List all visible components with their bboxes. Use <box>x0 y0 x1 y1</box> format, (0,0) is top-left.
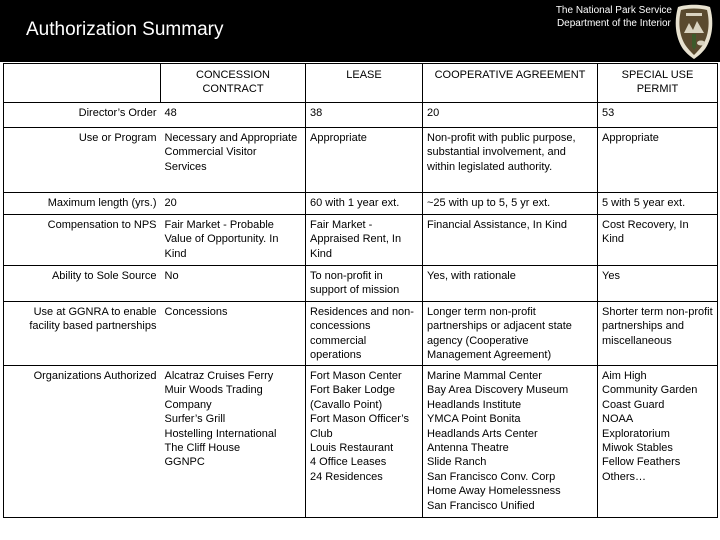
table-cell: 60 with 1 year ext. <box>306 193 423 215</box>
table-cell: Concessions <box>161 302 306 366</box>
list-item: Aim High <box>602 370 647 382</box>
table-cell <box>306 366 423 518</box>
agency-line-2: Department of the Interior <box>556 18 671 29</box>
table-row-use-or-program <box>4 128 718 193</box>
table-cell: Yes, with rationale <box>423 266 598 302</box>
list-item: Bay Area Discovery Museum <box>427 384 569 397</box>
table-cell: 53 <box>598 103 718 128</box>
list-item: Antenna Theatre <box>427 442 509 455</box>
table-cell: 48 <box>161 103 306 128</box>
list-item: GGNPC <box>164 456 205 469</box>
row-label: Director’s Order <box>4 103 161 128</box>
list-item: Fort Baker Lodge (Cavallo Point) <box>310 384 395 411</box>
list-item: Home Away Homelessness <box>427 485 561 498</box>
table-row-compensation <box>4 215 718 266</box>
column-header-lease: LEASE <box>306 64 423 103</box>
slide-title: Authorization Summary <box>26 19 224 40</box>
column-header-special-use-permit: SPECIAL USE PERMIT <box>598 64 718 103</box>
table-cell: Appropriate <box>306 128 423 193</box>
table-cell: Residences and non-concessions commercial operations <box>306 302 423 366</box>
table-row-sole-source <box>4 266 718 302</box>
list-item: NOAA <box>602 413 634 426</box>
list-item: San Francisco Conv. Corp <box>427 470 556 483</box>
list-item: Louis Restaurant <box>310 442 394 455</box>
agency-label <box>556 4 672 30</box>
table-header-row <box>4 64 718 103</box>
table-cell: Non-profit with public purpose, substantial involvement, and within legislated authority. <box>423 128 598 193</box>
table-cell: Fair Market - Appraised Rent, In Kind <box>306 215 423 266</box>
list-item: Exploratorium <box>602 427 670 440</box>
table-row-directors-order <box>4 103 718 128</box>
list-item: Headlands Arts Center <box>427 427 538 440</box>
row-label: Use at GGNRA to enable facility based partnerships <box>4 302 161 366</box>
list-item: Community Garden <box>602 384 698 397</box>
column-header-blank <box>4 64 161 103</box>
table-cell: Fair Market - Probable Value of Opportunity. In Kind <box>161 215 306 266</box>
list-item: Coast Guard <box>602 398 665 411</box>
table-cell: 20 <box>423 103 598 128</box>
list-item: Hostelling International <box>164 427 277 440</box>
table-cell: 20 <box>161 193 306 215</box>
table-row-maximum-length <box>4 193 718 215</box>
table-cell: Necessary and Appropriate Commercial Visitor Services <box>161 128 306 193</box>
list-item: YMCA Point Bonita <box>427 413 521 426</box>
table-cell <box>161 366 306 518</box>
list-item: 4 Office Leases <box>310 456 387 469</box>
table-cell: Yes <box>598 266 718 302</box>
table-cell: Financial Assistance, In Kind <box>423 215 598 266</box>
column-header-concession-contract: CONCESSION CONTRACT <box>161 64 306 103</box>
list-item: Marine Mammal Center <box>427 370 542 382</box>
table-cell: Cost Recovery, In Kind <box>598 215 718 266</box>
list-item: Muir Woods Trading Company <box>164 384 263 411</box>
list-item: Fort Mason Center <box>310 370 402 382</box>
nps-arrowhead-logo-icon <box>672 3 716 59</box>
table-cell: To non-profit in support of mission <box>306 266 423 302</box>
row-label: Ability to Sole Source <box>4 266 161 302</box>
table-row-use-at-ggnra <box>4 302 718 366</box>
table-cell: No <box>161 266 306 302</box>
table-cell: Shorter term non-profit partnerships and miscellaneous <box>598 302 718 366</box>
list-item: 24 Residences <box>310 470 383 483</box>
row-label: Use or Program <box>4 128 161 193</box>
agency-line-1: The National Park Service <box>555 5 672 16</box>
row-label: Compensation to NPS <box>4 215 161 266</box>
table-cell: Longer term non-profit partnerships or adjacent state agency (Cooperative Management Agreement) <box>423 302 598 366</box>
table-cell: Appropriate <box>598 128 718 193</box>
list-item: Fort Mason Officer’s Club <box>310 413 410 440</box>
header-bar <box>0 0 720 62</box>
authorization-table <box>3 63 718 518</box>
row-label: Organizations Authorized <box>4 366 161 518</box>
column-header-cooperative-agreement: COOPERATIVE AGREEMENT <box>423 64 598 103</box>
list-item: Surfer’s Grill <box>164 413 226 426</box>
list-item: Others… <box>602 470 647 483</box>
list-item: Alcatraz Cruises Ferry <box>164 370 274 382</box>
table-cell: 38 <box>306 103 423 128</box>
table-row-organizations-authorized <box>4 366 718 518</box>
list-item: Headlands Institute <box>427 398 522 411</box>
list-item: San Francisco Unified <box>427 499 535 512</box>
table-cell <box>598 366 718 518</box>
table-cell: ~25 with up to 5, 5 yr ext. <box>423 193 598 215</box>
table-cell: 5 with 5 year ext. <box>598 193 718 215</box>
list-item: The Cliff House <box>164 442 241 455</box>
list-item: Miwok Stables <box>602 442 673 455</box>
table-cell <box>423 366 598 518</box>
row-label: Maximum length (yrs.) <box>4 193 161 215</box>
list-item: Slide Ranch <box>427 456 487 469</box>
list-item: Fellow Feathers <box>602 456 681 469</box>
